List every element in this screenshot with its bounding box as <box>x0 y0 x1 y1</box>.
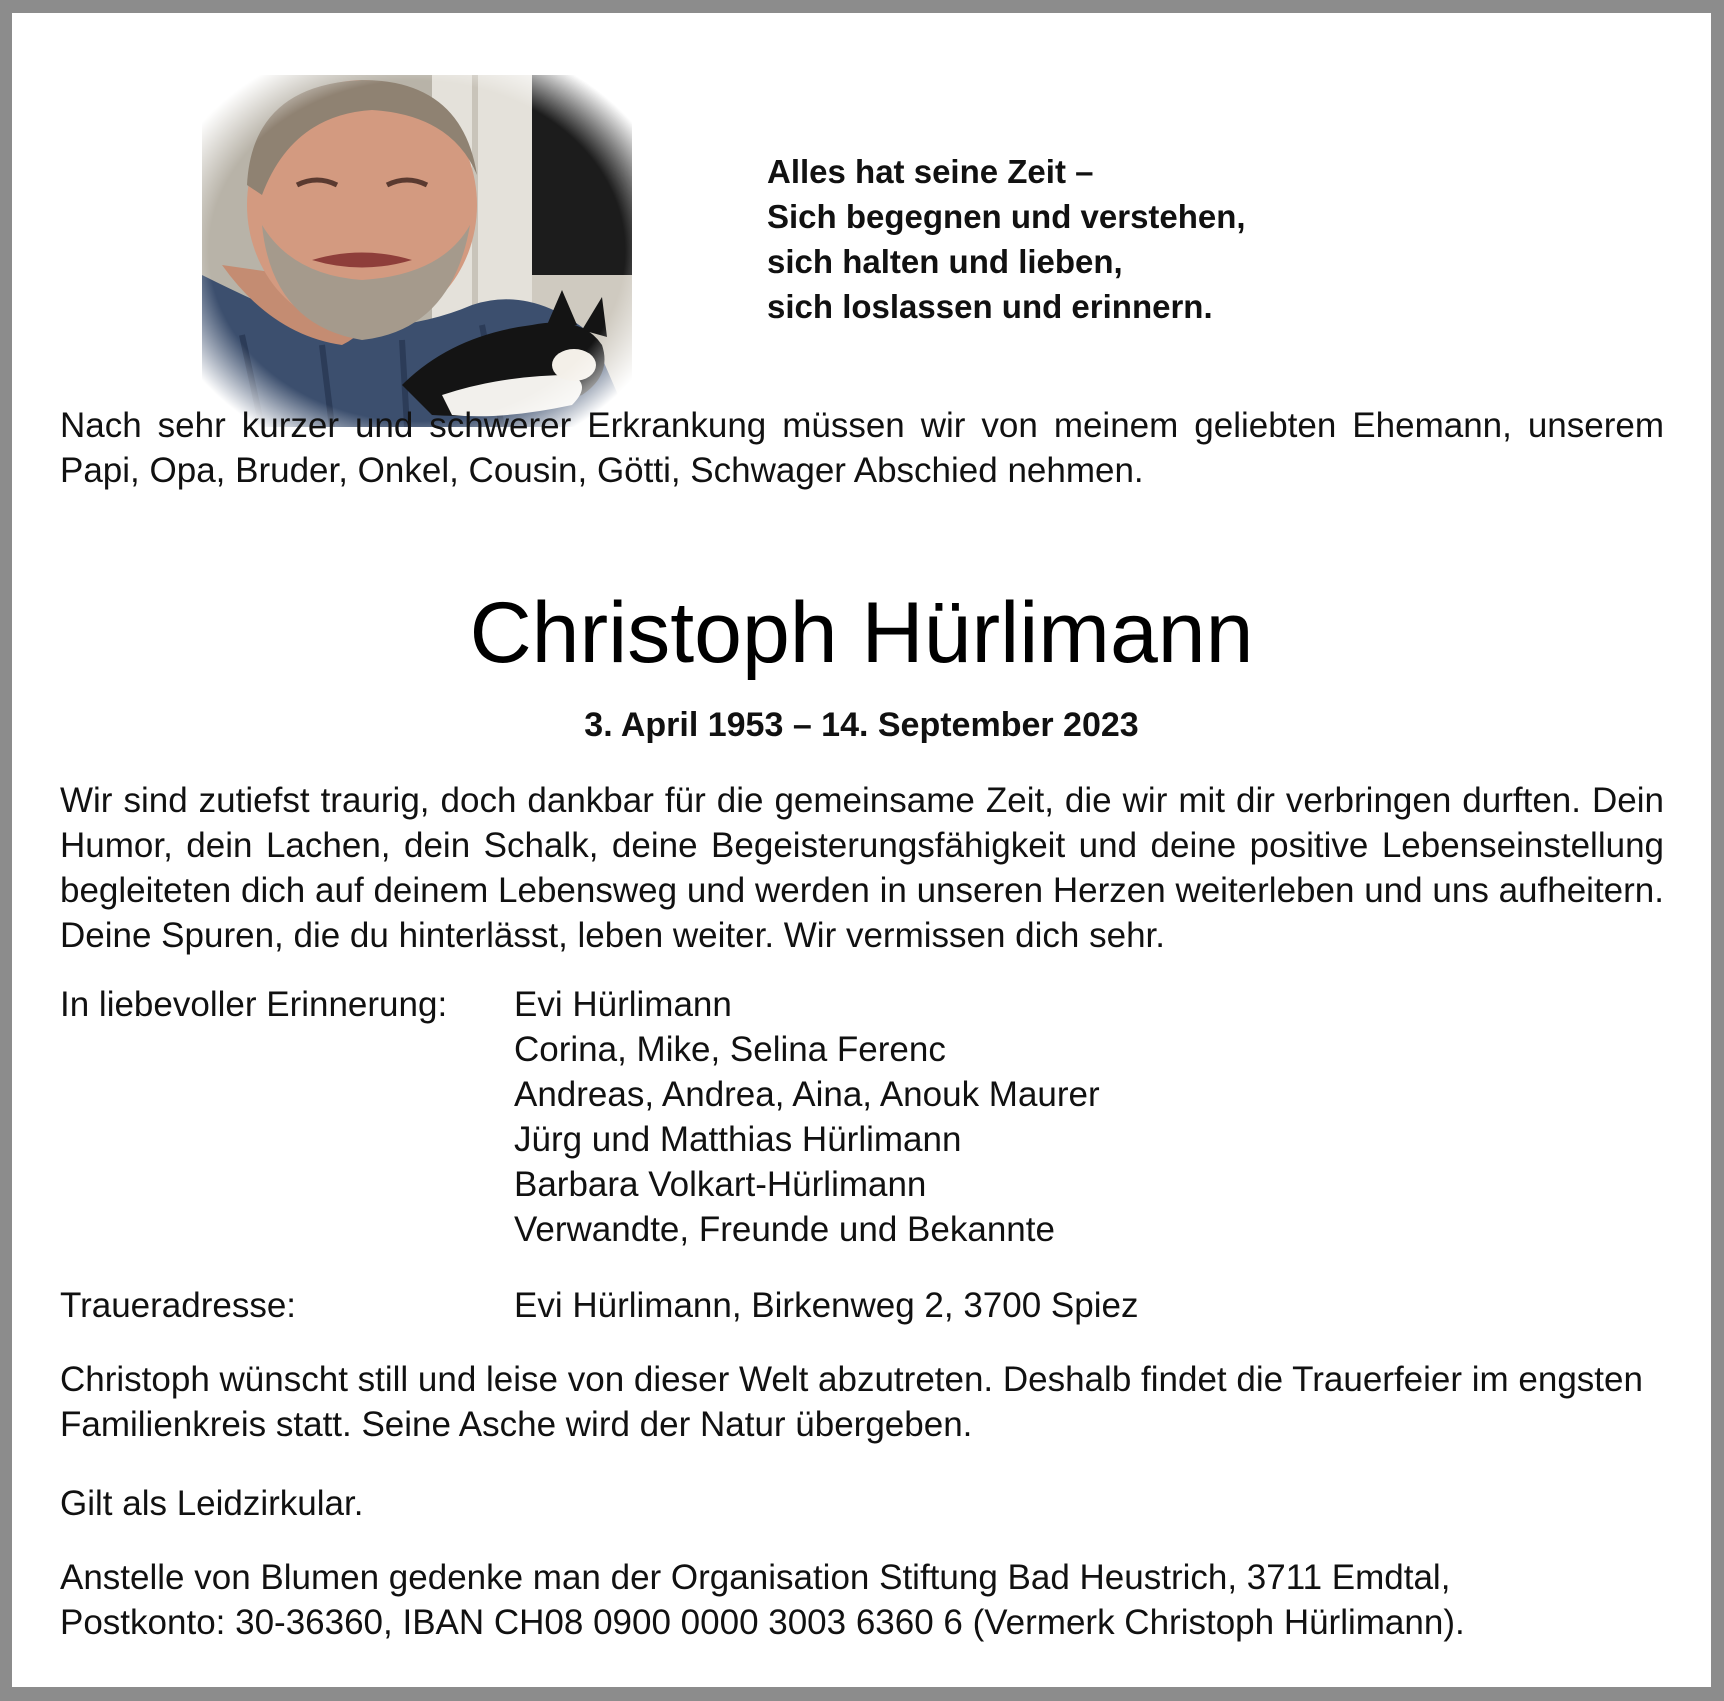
life-dates: 3. April 1953 – 14. September 2023 <box>584 706 1139 744</box>
mourner-name: Verwandte, Freunde und Bekannte <box>514 1210 1055 1249</box>
intro-paragraph: Nach sehr kurzer und schwerer Erkrankung müssen wir von meinem geliebten Ehemann, unserem Papi, Opa, Bruder, Onkel, Cousin, Götti, Schwager Abschied nehmen. <box>60 406 1664 490</box>
mourner-name: Corina, Mike, Selina Ferenc <box>514 1030 946 1069</box>
mourner-name: Evi Hürlimann <box>514 985 732 1024</box>
mourning-address: Evi Hürlimann, Birkenweg 2, 3700 Spiez <box>514 1286 1139 1325</box>
donation-line: Anstelle von Blumen gedenke man der Organisation Stiftung Bad Heustrich, 3711 Emdtal, <box>60 1558 1451 1597</box>
address-label: Traueradresse: <box>60 1286 297 1325</box>
mourners-list <box>514 982 1100 1252</box>
donation-line: Postkonto: 30-36360, IBAN CH08 0900 0000 3003 6360 6 (Vermerk Christoph Hürlimann). <box>60 1603 1465 1642</box>
tribute-paragraph: Wir sind zutiefst traurig, doch dankbar für die gemeinsame Zeit, die wir mit dir verbringen durften. Dein Humor, dein Lachen, dein Schalk, deine Begeisterungsfähigkeit und deine positive Lebenseinstellung begleiteten dich auf deinem Lebensweg und werden in unseren Herzen weiterleben und uns aufheitern. Deine Spuren, die du hinterlässt, leben weiter. Wir vermissen dich sehr. <box>60 781 1664 955</box>
mourners-label: In liebevoller Erinnerung: <box>60 985 448 1024</box>
obituary-page <box>12 13 1711 1687</box>
mourner-name: Andreas, Andrea, Aina, Anouk Maurer <box>514 1075 1100 1114</box>
memorial-quote: Alles hat seine Zeit – Sich begegnen und verstehen, sich halten und lieben, sich loslassen und erinnern. <box>767 153 1246 325</box>
mourner-name: Barbara Volkart-Hürlimann <box>514 1165 927 1204</box>
circular-note: Gilt als Leidzirkular. <box>60 1484 364 1523</box>
donation-paragraph <box>60 1555 1664 1645</box>
ceremony-paragraph: Christoph wünscht still und leise von dieser Welt abzutreten. Deshalb findet die Trauerfeier im engsten Familienkreis statt. Seine Asche wird der Natur übergeben. <box>60 1360 1643 1444</box>
portrait-photo <box>202 75 632 427</box>
deceased-name: Christoph Hürlimann <box>469 585 1254 681</box>
mourner-name: Jürg und Matthias Hürlimann <box>514 1120 962 1159</box>
